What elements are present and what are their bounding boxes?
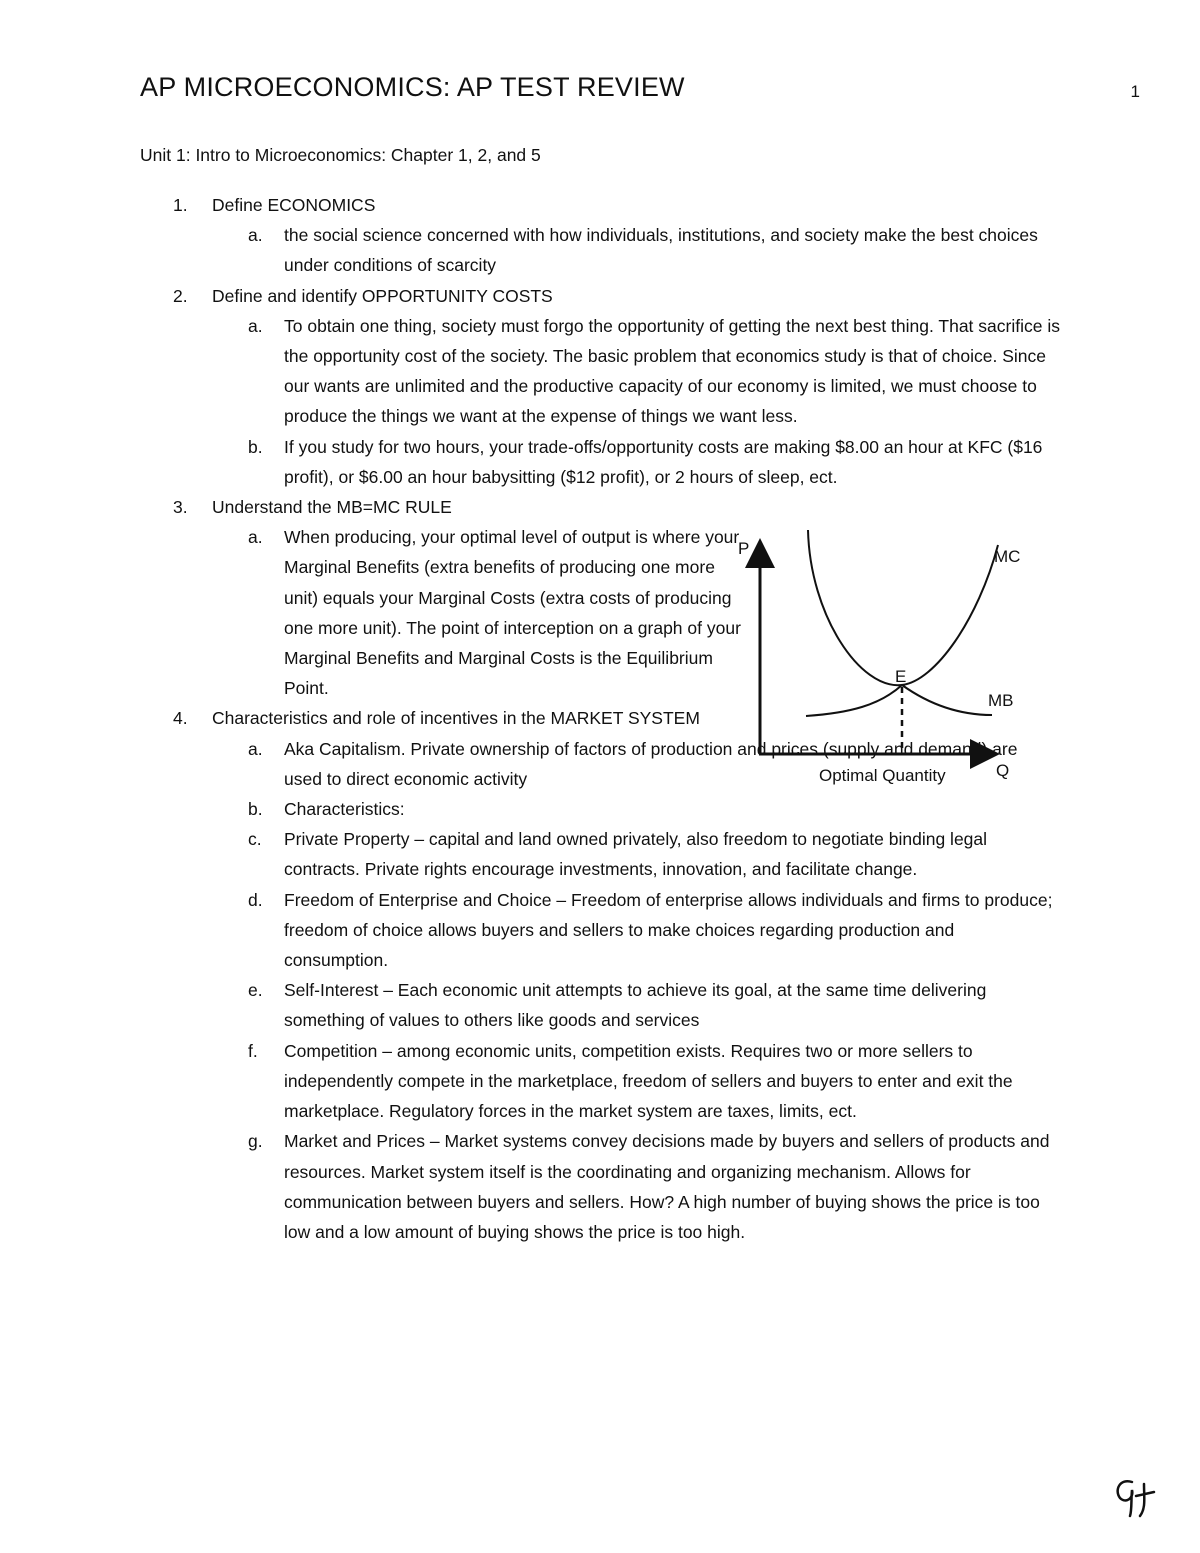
optimal-quantity-label: Optimal Quantity xyxy=(819,766,946,785)
answer-text: the social science concerned with how individuals, institutions, and society make the best choices under conditions of scarcity xyxy=(284,225,1038,276)
price-axis-label: P xyxy=(738,539,750,558)
answer-letter: a. xyxy=(248,527,263,548)
mb-label: MB xyxy=(988,691,1014,710)
answer-item xyxy=(212,522,744,703)
answer-letter: e. xyxy=(248,980,263,1001)
answer-item xyxy=(212,975,1060,1035)
answer-item xyxy=(212,1126,1060,1247)
question-number: 2. xyxy=(173,285,188,306)
handwritten-signature xyxy=(1110,1470,1160,1520)
equilibrium-label: E xyxy=(895,667,907,686)
answer-letter: g. xyxy=(248,1131,263,1152)
mb-curve xyxy=(806,685,992,716)
answer-item xyxy=(212,794,1060,824)
answer-list xyxy=(212,311,1060,492)
question-number: 4. xyxy=(173,708,188,729)
answer-letter: c. xyxy=(248,829,262,850)
mc-label: MC xyxy=(994,547,1021,566)
question-number: 1. xyxy=(173,195,188,215)
answer-item xyxy=(212,1036,1060,1127)
answer-text: Self-Interest – Each economic unit attempts to achieve its goal, at the same time delivering something of values to others like goods and services xyxy=(284,980,987,1031)
answer-letter: b. xyxy=(248,436,263,457)
answer-letter: f. xyxy=(248,1040,258,1061)
page-number: 1 xyxy=(1130,82,1140,101)
question-text: Define ECONOMICS xyxy=(212,195,376,215)
question-number: 3. xyxy=(173,497,188,518)
answer-text: Market and Prices – Market systems convey decisions made by buyers and sellers of products and resources. Market system itself is the coordinating and organizing mechanism. Allows for communication between buyers and sellers. How? A high number of buying shows the price is too low and a low amount of buying shows the price is too high. xyxy=(284,1131,1050,1242)
answer-text: When producing, your optimal level of output is where your Marginal Benefits (extra benefits of producing one more unit) equals your Marginal Costs (extra costs of producing one more unit). The point of interception on a graph of your Marginal Benefits and Marginal Costs is the Equilibrium Point. xyxy=(284,527,741,699)
answer-letter: a. xyxy=(248,225,263,246)
answer-letter: a. xyxy=(248,315,263,336)
question-item xyxy=(140,281,1060,492)
answer-text: Aka Capitalism. Private ownership of factors of production and prices (supply and demand) are used to direct economic activity xyxy=(284,738,1018,789)
quantity-axis-label: Q xyxy=(996,761,1010,780)
answer-list xyxy=(212,220,1060,280)
question-text: Understand the MB=MC RULE xyxy=(212,497,452,518)
question-text: Define and identify OPPORTUNITY COSTS xyxy=(212,285,553,306)
answer-item xyxy=(212,885,1060,976)
answer-letter: a. xyxy=(248,738,263,759)
question-text: Characteristics and role of incentives in the MARKET SYSTEM xyxy=(212,708,700,729)
answer-text: Private Property – capital and land owned privately, also freedom to negotiate binding legal contracts. Private rights encourage investments, innovation, and facilitate change. xyxy=(284,829,988,880)
answer-list xyxy=(212,734,1060,1247)
answer-item xyxy=(212,432,1060,492)
page-header xyxy=(140,72,1140,112)
answer-text: Competition – among economic units, competition exists. Requires two or more sellers to independently compete in the marketplace, freedom of sellers and buyers to enter and exit the marketplace. Regulatory forces in the market system are taxes, limits, ect. xyxy=(284,1040,1013,1122)
unit-heading: Unit 1: Intro to Microeconomics: Chapter 1, 2, and 5 xyxy=(140,145,541,165)
answer-text: Characteristics: xyxy=(284,799,405,820)
mc-curve xyxy=(808,530,998,685)
answer-text: To obtain one thing, society must forgo the opportunity of getting the next best thing. That sacrifice is the opportunity cost of the society. The basic problem that economics study is that of choice. Since our wants are unlimited and the productive capacity of our economy is limited, we must choose to produce the things we want at the expense of things we want less. xyxy=(284,315,1060,427)
answer-text: Freedom of Enterprise and Choice – Freedom of enterprise allows individuals and firms to produce; freedom of choice allows buyers and sellers to make choices regarding production and consumption. xyxy=(284,889,1053,971)
question-item xyxy=(140,190,1060,281)
answer-item xyxy=(212,824,1060,884)
mb-mc-graph xyxy=(730,525,1040,795)
signature-mark xyxy=(1110,1470,1160,1520)
answer-text: If you study for two hours, your trade-offs/opportunity costs are making $8.00 an hour at KFC ($16 profit), or $6.00 an hour babysitting ($12 profit), or 2 hours of sleep, ect. xyxy=(284,436,1043,487)
answer-item xyxy=(212,220,1060,280)
document-title: AP MICROECONOMICS: AP TEST REVIEW xyxy=(140,72,685,102)
answer-letter: b. xyxy=(248,799,263,820)
answer-item xyxy=(212,311,1060,432)
answer-letter: d. xyxy=(248,889,263,910)
